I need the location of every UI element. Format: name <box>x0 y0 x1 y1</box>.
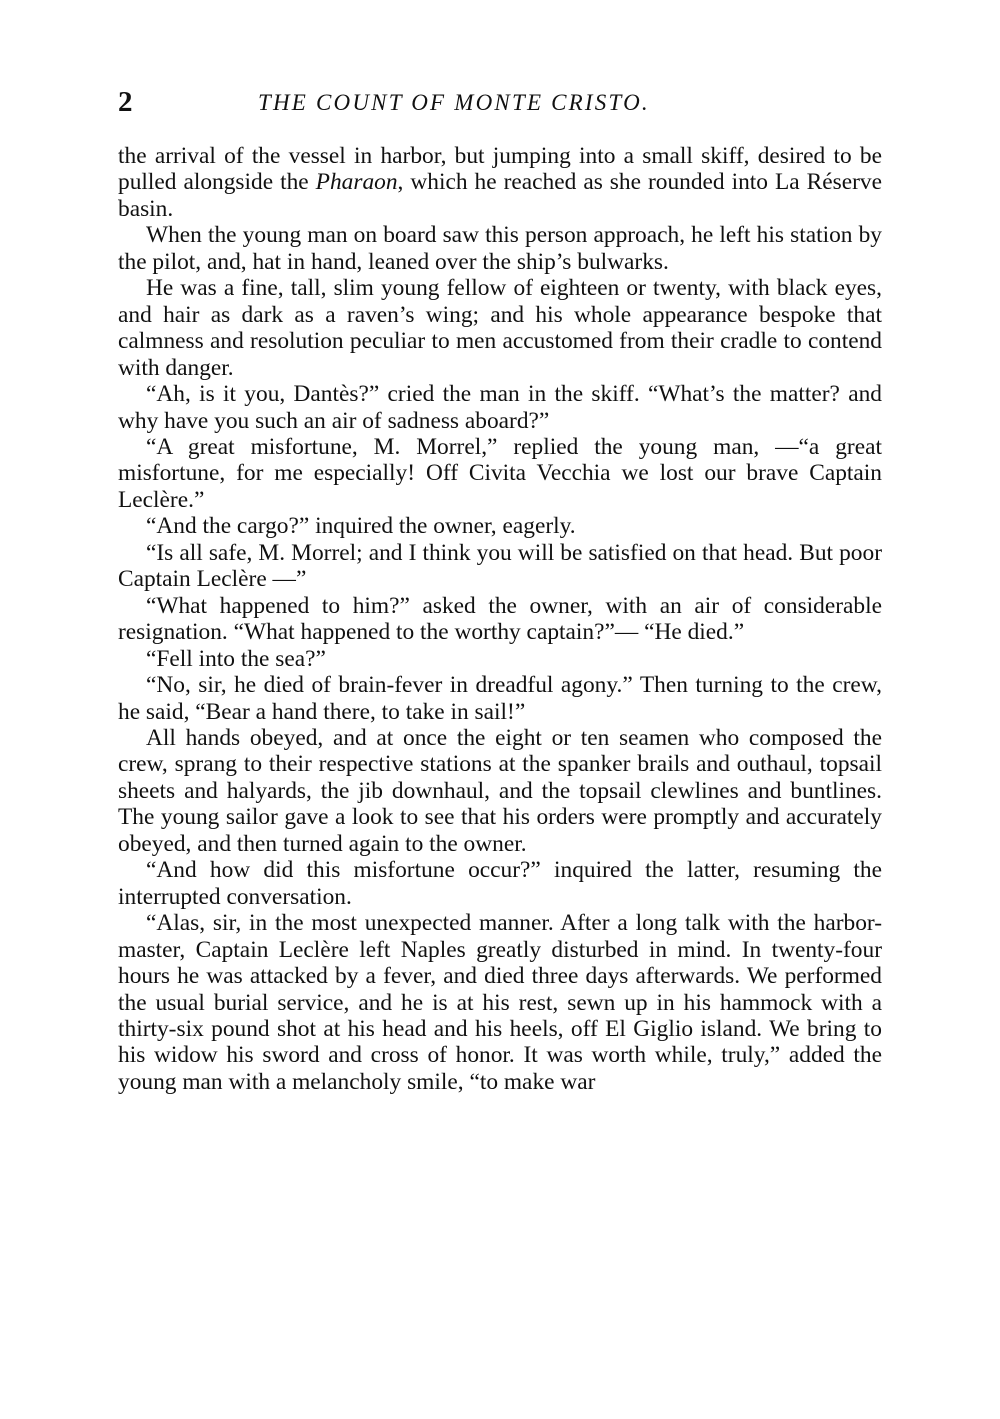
text-run: When the young man on board saw this person approach, he left his station by the pilot, and, hat in hand, leaned over the ship’s bulwarks. <box>118 222 882 275</box>
text-run: “No, sir, he died of brain-fever in dreadful agony.” Then turning to the crew, he said, “Bear a hand there, to take in sail!” <box>118 672 882 725</box>
paragraph <box>118 513 882 539</box>
paragraph <box>118 857 882 910</box>
italic-text-run: Pharaon <box>315 169 398 196</box>
body-text <box>118 143 882 1095</box>
paragraph <box>118 593 882 646</box>
paragraph <box>118 646 882 672</box>
text-run: “Is all safe, M. Morrel; and I think you will be satisfied on that head. But poor Captain Leclère —” <box>118 539 882 593</box>
paragraph <box>118 910 882 1095</box>
text-run: “And the cargo?” inquired the owner, eagerly. <box>146 513 576 540</box>
paragraph <box>118 275 882 381</box>
paragraph <box>118 725 882 857</box>
text-run: “Fell into the sea?” <box>146 645 326 672</box>
text-run: , which he reached as she rounded into La Réserve basin. <box>118 169 882 222</box>
text-run: “What happened to him?” asked the owner, with an air of considerable resignation. “What happened to the worthy captain?”— “He died.” <box>118 592 882 646</box>
paragraph <box>118 672 882 725</box>
page-number: 2 <box>118 86 133 118</box>
text-run: “And how did this misfortune occur?” inquired the latter, resuming the interrupted conversation. <box>118 857 882 910</box>
paragraph <box>118 434 882 513</box>
paragraph <box>118 540 882 593</box>
book-page <box>118 86 882 1095</box>
text-run: All hands obeyed, and at once the eight or ten seamen who composed the crew, sprang to their respective stations at the spanker brails and outhaul, topsail sheets and halyards, the jib downhaul, and the topsail clewlines and buntlines. The young sailor gave a look to see that his orders were promptly and accurately obeyed, and then turned again to the owner. <box>118 724 882 857</box>
text-run: “Alas, sir, in the most unexpected manner. After a long talk with the harbor-master, Captain Leclère left Naples greatly disturbed in mind. In twenty-four hours he was attacked by a fever, and died three days afterwards. We performed the usual burial service, and he is at his rest, sewn up in his hammock with a thirty-six pound shot at his head and his heels, off El Giglio island. We bring to his widow his sword and cross of honor. It was worth while, truly,” added the young man with a melancholy smile, “to make war <box>118 910 882 1095</box>
paragraph <box>118 143 882 222</box>
paragraph <box>118 381 882 434</box>
text-run: “Ah, is it you, Dantès?” cried the man in the skiff. “What’s the matter? and why have you such an air of sadness aboard?” <box>118 381 882 434</box>
text-run: He was a fine, tall, slim young fellow of eighteen or twenty, with black eyes, and hair as dark as a raven’s wing; and his whole appearance bespoke that calmness and resolution peculiar to men accustomed from their cradle to contend with danger. <box>118 275 882 381</box>
text-run: the arrival of the vessel in harbor, but jumping into a small skiff, desired to be pulled alongside the <box>118 143 882 196</box>
running-title: THE COUNT OF MONTE CRISTO. <box>258 90 650 115</box>
text-run: “A great misfortune, M. Morrel,” replied the young man, —“a great misfortune, for me especially! Off Civita Vecchia we lost our brave Captain Leclère.” <box>118 433 882 513</box>
paragraph <box>118 222 882 275</box>
page-header <box>118 86 882 122</box>
